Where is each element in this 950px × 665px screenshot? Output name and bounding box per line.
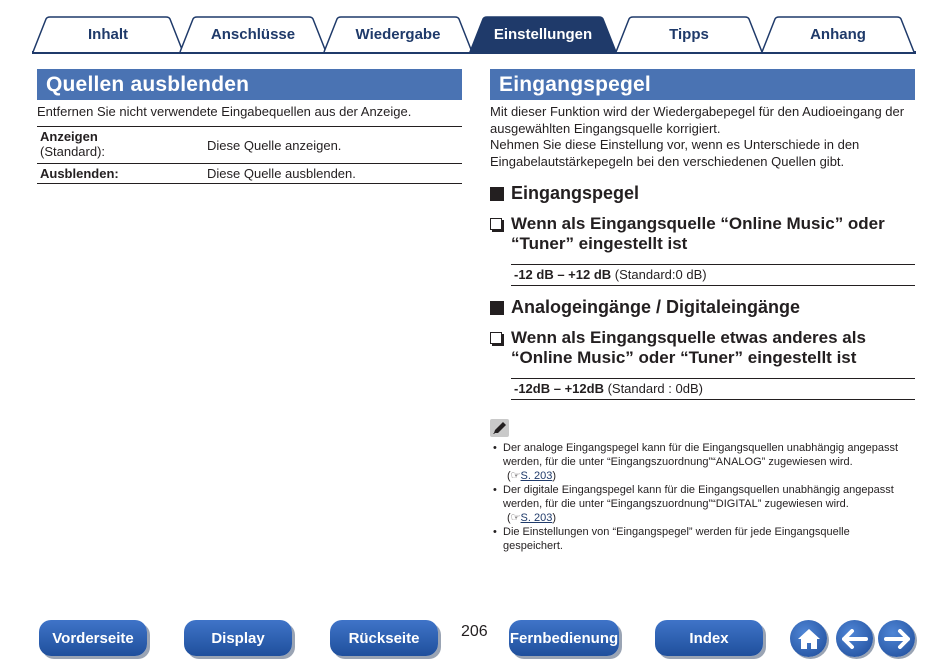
intro-line: Mit dieser Funktion wird der Wiedergabepegel für den Audioeingang der: [490, 104, 905, 119]
page-number: 206: [461, 623, 488, 640]
page-ref-link[interactable]: S. 203: [520, 470, 553, 482]
row-value: Diese Quelle ausblenden.: [207, 166, 356, 181]
note-line: • Der analoge Eingangspegel kann für die Eingangsquellen unabhängig angepasst: [503, 442, 899, 454]
intro-line: ausgewählten Eingangsquelle korrigiert.: [490, 120, 721, 136]
row-key-label: Ausblenden:: [40, 166, 119, 181]
pencil-note-icon: [490, 419, 509, 437]
nav-button-fernbedienung[interactable]: Fernbedienung: [509, 620, 619, 656]
subheading-analog-digital: [490, 297, 800, 318]
top-tab-bar: [32, 16, 916, 54]
condition-line: “Online Music” oder “Tuner” eingestellt ist: [511, 348, 857, 367]
range-bold: -12 dB – +12 dB: [514, 267, 612, 282]
page-reference[interactable]: (☞S. 203): [507, 512, 557, 524]
note-line: • Die Einstellungen von “Eingangspegel” werden für jede Eingangsquelle: [503, 526, 850, 538]
row-key: [37, 127, 207, 163]
page-reference[interactable]: (☞S. 203): [507, 470, 557, 482]
forward-button[interactable]: [878, 620, 915, 657]
subheading-text: Analogeingänge / Digitaleingänge: [511, 297, 801, 317]
nav-button-index[interactable]: Index: [655, 620, 763, 656]
pointing-hand-icon: ☞: [510, 470, 521, 482]
arrow-left-icon: [842, 629, 868, 649]
note-line: werden, für die unter “Eingangszuordnung”“ANALOG” zugewiesen wird.: [503, 456, 853, 468]
condition-line: Wenn als Eingangsquelle etwas anderes als: [511, 328, 866, 347]
tab-label: Inhalt: [88, 25, 128, 43]
right-intro-text: [490, 104, 915, 170]
section-title-eingangspegel: Eingangspegel: [490, 69, 915, 100]
row-key-sub: (Standard):: [40, 144, 106, 159]
note-line: werden, für die unter “Eingangszuordnung”“DIGITAL” zugewiesen wird.: [503, 498, 849, 510]
note-item: [491, 483, 916, 525]
note-item: [491, 525, 916, 553]
tab-wiedergabe[interactable]: [323, 16, 473, 52]
note-line: gespeichert.: [503, 540, 563, 552]
nav-button-rueckseite[interactable]: Rückseite: [330, 620, 438, 656]
tab-einstellungen[interactable]: [469, 16, 617, 52]
table-row: [37, 126, 462, 163]
settings-table: [37, 126, 462, 184]
pointing-hand-icon: ☞: [510, 512, 521, 524]
notes-list: [491, 441, 916, 553]
subheading-eingangspegel: [490, 183, 639, 204]
tab-label: Anschlüsse: [210, 25, 296, 43]
condition-line: Wenn als Eingangsquelle “Online Music” oder: [511, 214, 885, 233]
condition-heading-online-music: [490, 214, 890, 254]
tab-label: Wiedergabe: [355, 25, 441, 43]
checkbox-bullet-icon: [490, 218, 502, 230]
note-line: • Der digitale Eingangspegel kann für die Eingangsquellen unabhängig angepasst: [503, 484, 894, 496]
row-value: Diese Quelle anzeigen.: [207, 137, 342, 153]
left-intro-text: Entfernen Sie nicht verwendete Eingabequellen aus der Anzeige.: [37, 104, 412, 119]
intro-line: Eingabelautstärkepegeln bei den verschiedenen Quellen gibt.: [490, 153, 845, 169]
range-value-b: [511, 378, 915, 400]
tab-anschluesse[interactable]: [179, 16, 327, 52]
range-rest: (Standard:0 dB): [611, 267, 707, 282]
table-row: [37, 163, 462, 184]
tab-anhang[interactable]: [761, 16, 915, 52]
tab-label: Tipps: [669, 25, 709, 43]
tab-label: Einstellungen: [493, 25, 593, 43]
intro-line: Nehmen Sie diese Einstellung vor, wenn es Unterschiede in den: [490, 137, 860, 152]
row-key: [37, 164, 207, 183]
page-ref-link[interactable]: S. 203: [520, 512, 553, 524]
checkbox-bullet-icon: [490, 332, 502, 344]
tab-inhalt[interactable]: [32, 16, 184, 52]
back-button[interactable]: [836, 620, 873, 657]
section-title-quellen-ausblenden: Quellen ausblenden: [37, 69, 462, 100]
condition-heading-other-source: [490, 328, 890, 368]
nav-button-vorderseite[interactable]: Vorderseite: [39, 620, 147, 656]
note-item: [491, 441, 916, 483]
tab-label: Anhang: [810, 25, 866, 43]
range-rest: (Standard : 0dB): [603, 381, 703, 396]
subheading-text: Eingangspegel: [511, 183, 640, 203]
tab-tipps[interactable]: [615, 16, 763, 52]
arrow-right-icon: [884, 629, 910, 649]
home-button[interactable]: [790, 620, 827, 657]
home-icon: [796, 627, 822, 651]
black-square-icon: [490, 187, 504, 201]
condition-line: “Tuner” eingestellt ist: [511, 234, 688, 253]
range-value-a: [511, 264, 915, 286]
row-key-label: Anzeigen: [40, 129, 98, 144]
black-square-icon: [490, 301, 504, 315]
nav-button-display[interactable]: Display: [184, 620, 292, 656]
range-bold: -12dB – +12dB: [514, 381, 604, 396]
